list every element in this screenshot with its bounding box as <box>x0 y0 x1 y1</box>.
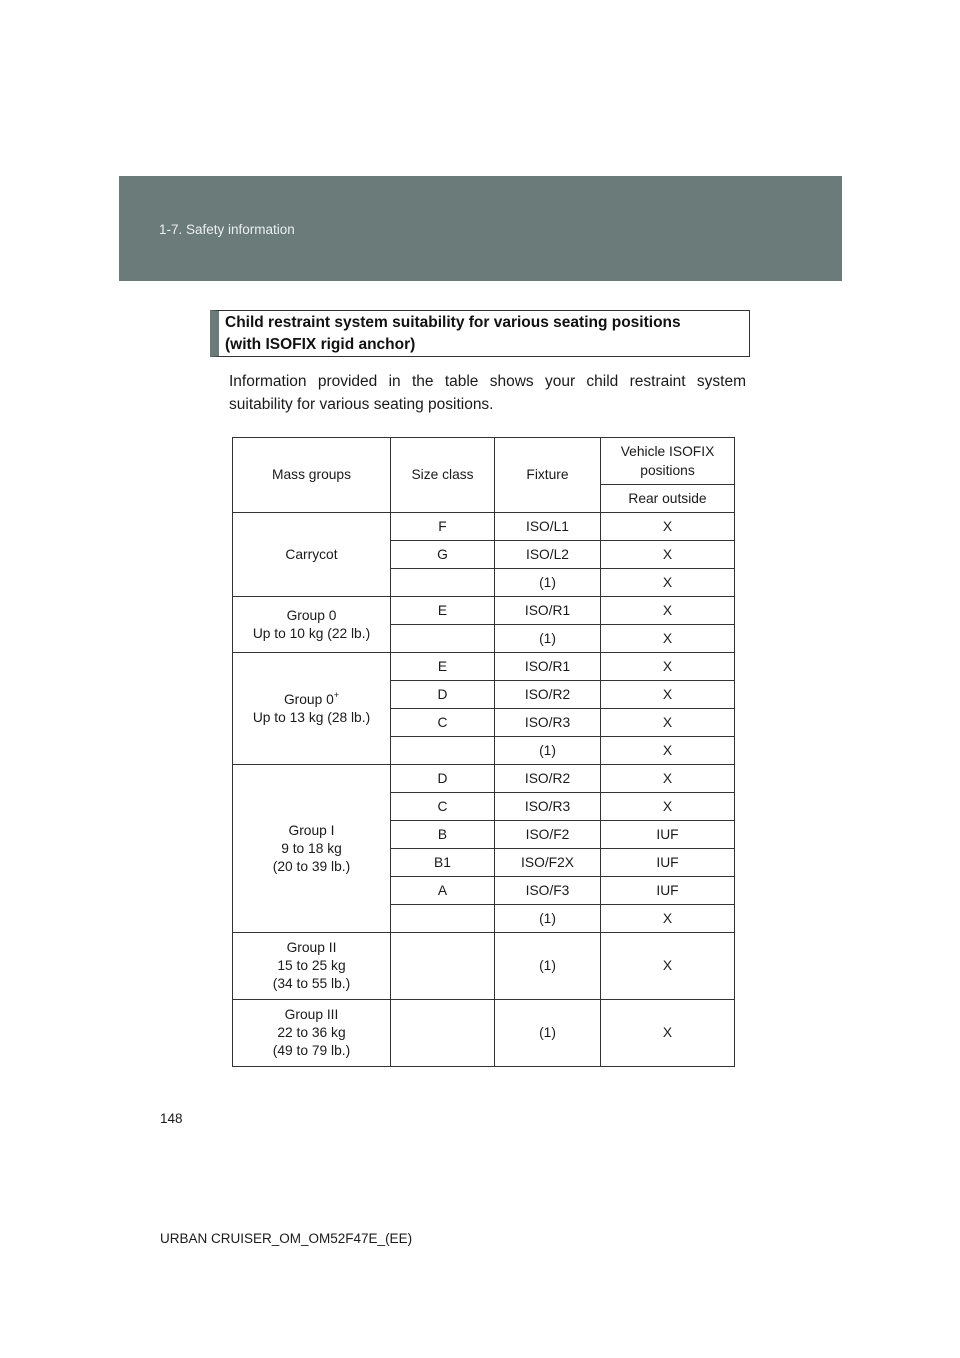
mass-group-line: (34 to 55 lb.) <box>272 976 351 991</box>
rear-outside-cell: X <box>601 569 735 597</box>
fixture-cell: (1) <box>495 625 601 653</box>
rear-outside-cell: X <box>601 765 735 793</box>
fixture-cell: (1) <box>495 569 601 597</box>
size-class-cell <box>391 933 495 1000</box>
mass-group-line: 15 to 25 kg <box>277 958 346 973</box>
mass-group-line: Group 0+ <box>283 689 340 707</box>
size-class-cell: C <box>391 793 495 821</box>
size-class-cell: B1 <box>391 849 495 877</box>
rear-outside-cell: X <box>601 625 735 653</box>
document-footer: URBAN CRUISER_OM_OM52F47E_(EE) <box>160 1231 413 1246</box>
size-class-cell: E <box>391 653 495 681</box>
header-vehicle-isofix-positions: Vehicle ISOFIX positions <box>601 438 735 485</box>
size-class-cell <box>391 905 495 933</box>
mass-group-cell <box>233 513 391 597</box>
rear-outside-cell: X <box>601 737 735 765</box>
size-class-cell: D <box>391 681 495 709</box>
rear-outside-cell: IUF <box>601 877 735 905</box>
rear-outside-cell: X <box>601 709 735 737</box>
rear-outside-cell: X <box>601 681 735 709</box>
fixture-cell: (1) <box>495 737 601 765</box>
mass-group-line: 22 to 36 kg <box>277 1025 346 1040</box>
section-label: 1-7. Safety information <box>159 222 295 237</box>
mass-group-cell <box>233 653 391 765</box>
table-row <box>233 653 735 681</box>
superscript-plus: + <box>333 689 340 700</box>
mass-group-line: Group III <box>284 1007 339 1022</box>
rear-outside-cell: IUF <box>601 821 735 849</box>
table-row <box>233 933 735 1000</box>
mass-group-cell <box>233 765 391 933</box>
table-row <box>233 1000 735 1067</box>
fixture-cell: ISO/R3 <box>495 793 601 821</box>
size-class-cell: D <box>391 765 495 793</box>
mass-group-line: Group 0 <box>286 607 337 623</box>
section-title <box>225 312 681 356</box>
fixture-cell: ISO/L1 <box>495 513 601 541</box>
mass-group-line: (49 to 79 lb.) <box>272 1043 351 1058</box>
fixture-cell: ISO/R2 <box>495 765 601 793</box>
rear-outside-cell: X <box>601 793 735 821</box>
table-row <box>233 513 735 541</box>
fixture-cell: (1) <box>495 1000 601 1067</box>
size-class-cell <box>391 1000 495 1067</box>
header-rear-outside: Rear outside <box>601 485 735 513</box>
fixture-cell: (1) <box>495 933 601 1000</box>
table-row <box>233 597 735 625</box>
header-mass-groups: Mass groups <box>233 438 391 513</box>
size-class-cell <box>391 569 495 597</box>
isofix-suitability-table <box>232 437 735 1067</box>
mass-group-cell <box>233 933 391 1000</box>
table-body <box>233 513 735 1067</box>
fixture-cell: ISO/F2X <box>495 849 601 877</box>
size-class-cell: E <box>391 597 495 625</box>
mass-group-line: 9 to 18 kg <box>281 840 342 856</box>
fixture-cell: ISO/L2 <box>495 541 601 569</box>
fixture-cell: ISO/R1 <box>495 597 601 625</box>
size-class-cell: C <box>391 709 495 737</box>
fixture-cell: (1) <box>495 905 601 933</box>
rear-outside-cell: X <box>601 513 735 541</box>
fixture-cell: ISO/R3 <box>495 709 601 737</box>
rear-outside-cell: X <box>601 653 735 681</box>
fixture-cell: ISO/R1 <box>495 653 601 681</box>
rear-outside-cell: X <box>601 541 735 569</box>
section-title-line-2: (with ISOFIX rigid anchor) <box>225 335 416 353</box>
size-class-cell: A <box>391 877 495 905</box>
rear-outside-cell: X <box>601 933 735 1000</box>
fixture-cell: ISO/F2 <box>495 821 601 849</box>
section-title-line-1: Child restraint system suitability for various seating positions <box>225 313 681 331</box>
rear-outside-cell: X <box>601 1000 735 1067</box>
section-header-band <box>119 176 842 281</box>
mass-group-line: Up to 10 kg (22 lb.) <box>252 625 371 641</box>
rear-outside-cell: X <box>601 905 735 933</box>
rear-outside-cell: IUF <box>601 849 735 877</box>
mass-group-line: Group I <box>288 822 335 838</box>
mass-group-cell <box>233 1000 391 1067</box>
header-fixture: Fixture <box>495 438 601 513</box>
size-class-cell: F <box>391 513 495 541</box>
mass-group-line: Group II <box>286 940 337 955</box>
intro-paragraph: Information provided in the table shows your child restraint system suitability for various seating positions. <box>229 373 746 413</box>
rear-outside-cell: X <box>601 597 735 625</box>
size-class-cell <box>391 625 495 653</box>
fixture-cell: ISO/R2 <box>495 681 601 709</box>
table-row <box>233 765 735 793</box>
size-class-cell <box>391 737 495 765</box>
mass-group-line: Up to 13 kg (28 lb.) <box>252 709 371 725</box>
header-size-class: Size class <box>391 438 495 513</box>
mass-group-cell <box>233 597 391 653</box>
size-class-cell: G <box>391 541 495 569</box>
mass-group-line: Carrycot <box>285 546 338 562</box>
page-number: 148 <box>160 1111 183 1126</box>
size-class-cell: B <box>391 821 495 849</box>
section-title-box <box>210 310 750 357</box>
fixture-cell: ISO/F3 <box>495 877 601 905</box>
mass-group-line: (20 to 39 lb.) <box>272 858 351 874</box>
